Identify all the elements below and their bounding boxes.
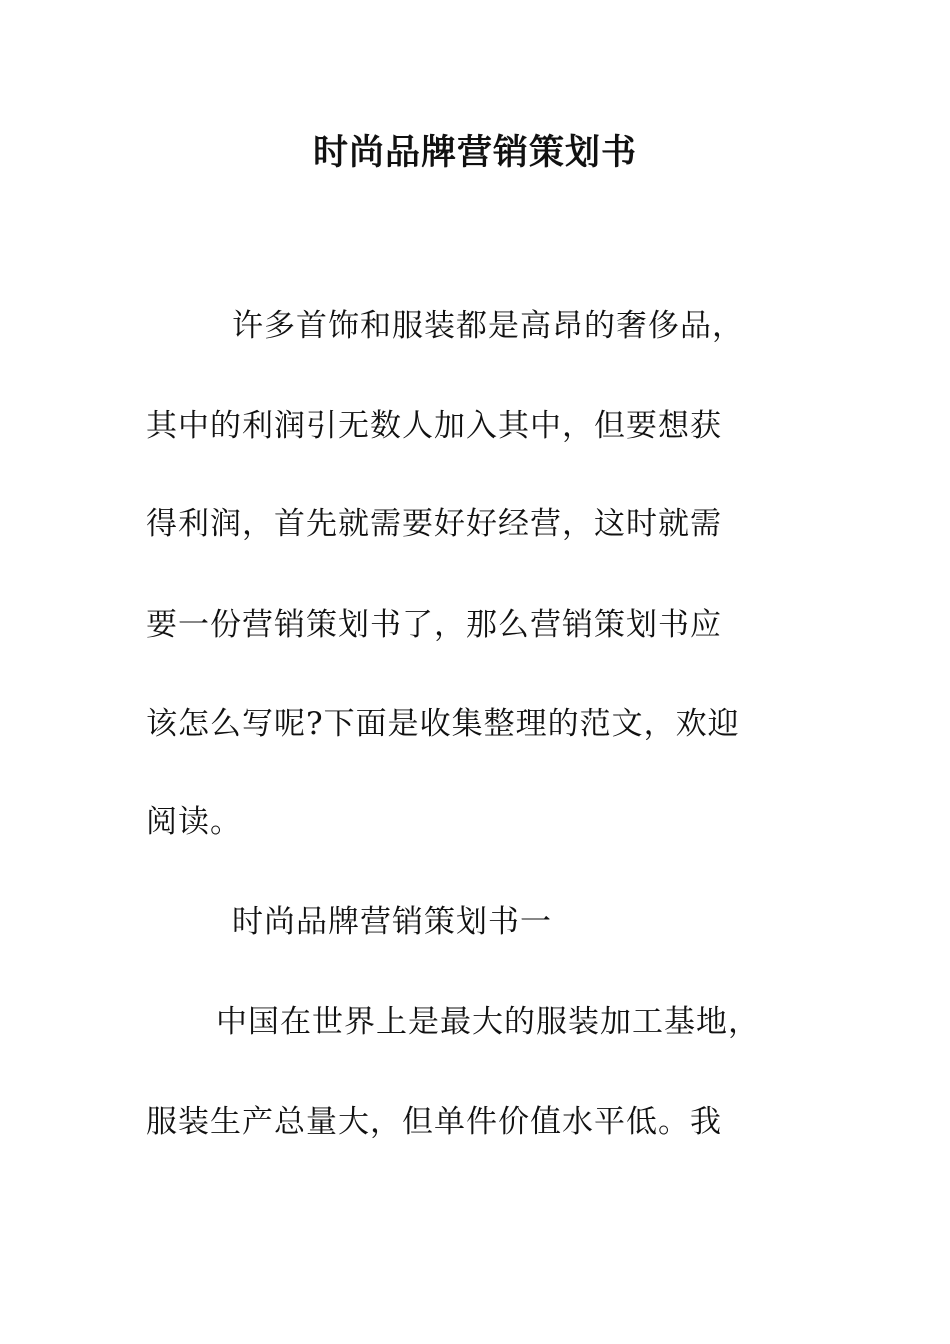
intro-line-1: 许多首饰和服装都是高昂的奢侈品， <box>232 308 744 344</box>
intro-line-5: 该怎么写呢?下面是收集整理的范文，欢迎 <box>146 706 740 742</box>
intro-line-2: 其中的利润引无数人加入其中，但要想获 <box>146 408 722 444</box>
section-heading: 时尚品牌营销策划书一 <box>232 904 552 940</box>
intro-line-6: 阅读。 <box>146 804 242 840</box>
intro-line-4: 要一份营销策划书了，那么营销策划书应 <box>146 607 722 643</box>
section-line-1: 中国在世界上是最大的服装加工基地， <box>216 1004 760 1040</box>
section-line-2: 服装生产总量大，但单件价值水平低。我 <box>146 1104 722 1140</box>
intro-line-3: 得利润，首先就需要好好经营，这时就需 <box>146 506 722 542</box>
document-title: 时尚品牌营销策划书 <box>312 132 637 173</box>
